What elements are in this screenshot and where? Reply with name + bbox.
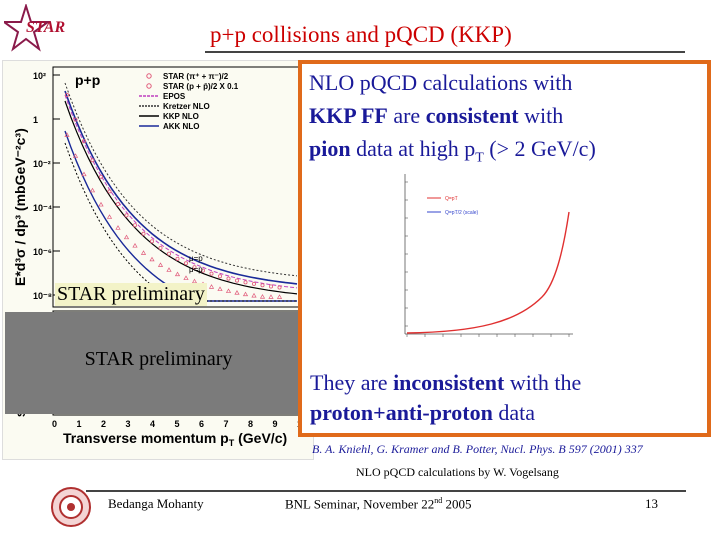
x-tick-labels <box>52 419 307 429</box>
incons-line2: data <box>492 400 536 425</box>
proton-point <box>210 285 214 289</box>
proton-point <box>278 295 282 299</box>
proton-antiproton-text: proton+anti-proton <box>310 400 493 425</box>
legend-label: EPOS <box>163 92 186 101</box>
y-axis-top-label: E*d³σ / dp³ (mbGeV⁻²c³) <box>12 128 28 286</box>
institute-logo-icon <box>50 486 92 528</box>
x-tick-label: 0 <box>52 419 58 429</box>
proton-point <box>116 226 120 230</box>
kkp-ff-text: KKP FF <box>309 103 388 128</box>
proton-point <box>218 287 222 291</box>
nlo-with: with <box>518 103 564 128</box>
nlo-mid: are <box>387 103 426 128</box>
title-divider <box>205 51 685 53</box>
consistency-statement <box>309 66 704 174</box>
slide-title: p+p collisions and pQCD (KKP) <box>210 22 512 47</box>
inconsistency-statement <box>310 368 705 428</box>
pion-point <box>167 252 170 255</box>
footer-venue: BNL Seminar, November 22nd 2005 <box>285 496 472 512</box>
proton-point <box>150 257 154 261</box>
incons-pre: They are <box>310 370 394 395</box>
legend-label: AKK NLO <box>163 122 200 131</box>
theory-curve <box>65 131 297 301</box>
proton-point <box>235 291 239 295</box>
x-tick-label: 2 <box>101 419 107 429</box>
proton-point <box>244 292 248 296</box>
footer-divider <box>86 490 686 492</box>
legend-label: KKP NLO <box>163 112 199 121</box>
x-axis-label: Transverse momentum $p_T$ (GeV/c) <box>63 430 288 448</box>
inset-legend-2: Q=pT/2 (scale) <box>445 210 479 216</box>
pion-point <box>244 281 247 284</box>
panel-label: p+p <box>75 72 101 88</box>
legend-marker <box>147 74 151 78</box>
proton-point <box>261 295 265 299</box>
proton-point <box>184 276 188 280</box>
proton-point <box>176 272 180 276</box>
pion-text: pion <box>309 136 351 161</box>
x-tick-label: 5 <box>174 419 180 429</box>
pion-point <box>142 232 145 235</box>
pion-point <box>269 285 272 288</box>
consistent-text: consistent <box>425 103 519 128</box>
proton-point <box>82 172 86 176</box>
inconsistent-text: inconsistent <box>393 370 505 395</box>
star-logo <box>4 4 78 54</box>
footer-author: Bedanga Mohanty <box>108 496 204 511</box>
pion-point <box>159 246 162 249</box>
pion-point <box>227 277 230 280</box>
pion-point <box>91 159 94 162</box>
y-tick-labels <box>33 71 60 301</box>
x-tick-label: 3 <box>125 419 131 429</box>
proton-point <box>269 295 273 299</box>
y-tick-label: 10⁻⁶ <box>33 247 52 257</box>
ratio-cover-label: STAR preliminary <box>84 348 233 370</box>
legend <box>139 72 239 131</box>
proton-point <box>167 268 171 272</box>
x-tick-label: 6 <box>199 419 205 429</box>
pion-point <box>261 284 264 287</box>
nlo-end: (> 2 GeV/c) <box>483 136 596 161</box>
legend-label: STAR (p + p̄)/2 X 0.1 <box>163 82 239 91</box>
reference-citation: B. A. Kniehl, G. Kramer and B. Potter, Nucl. Phys. B 597 (2001) 337 <box>312 442 643 456</box>
proton-point <box>142 251 146 255</box>
legend-marker <box>147 84 151 88</box>
proton-point <box>227 289 231 293</box>
nlo-sub: T <box>475 150 484 166</box>
legend-label: Kretzer NLO <box>163 102 210 111</box>
proton-point <box>125 235 129 239</box>
x-tick-label: 4 <box>150 419 156 429</box>
pion-point <box>125 214 128 217</box>
pion-point <box>252 282 255 285</box>
y-tick-label: 10⁻⁴ <box>33 203 53 213</box>
inset-legend-1: Q=pT <box>445 196 458 202</box>
nlo-line1: NLO pQCD calculations with <box>309 70 573 95</box>
proton-point <box>252 294 256 298</box>
proton-point <box>99 203 103 207</box>
y-tick-label: 1 <box>33 115 39 125</box>
proton-point <box>133 244 137 248</box>
x-tick-label: 8 <box>248 419 254 429</box>
inset-plot <box>397 172 577 340</box>
calculation-credit: NLO pQCD calculations by W. Vogelsang <box>356 465 559 479</box>
theory-curve <box>65 143 297 301</box>
incons-post: with the <box>504 370 582 395</box>
scale-label-1: μ=p <box>189 254 203 263</box>
pion-point <box>150 240 153 243</box>
y-tick-label: 10⁻² <box>33 159 51 169</box>
pion-point <box>278 286 281 289</box>
pion-point <box>218 275 221 278</box>
scale-label-2: μ=p <box>189 265 203 274</box>
x-tick-label: 7 <box>223 419 229 429</box>
star-logo-text: STAR <box>26 19 66 36</box>
preliminary-label: STAR preliminary <box>57 283 205 305</box>
pion-point <box>210 272 213 275</box>
pion-point <box>133 224 136 227</box>
y-tick-label: 10⁻⁸ <box>33 291 53 301</box>
pion-point <box>176 257 179 260</box>
proton-point <box>108 215 112 219</box>
pion-point <box>235 279 238 282</box>
legend-label: STAR (π⁺ + π⁻)/2 <box>163 72 229 81</box>
nlo-tail: data at high p <box>350 136 476 161</box>
x-tick-label: 1 <box>76 419 82 429</box>
y-tick-label: 10² <box>33 71 47 81</box>
x-tick-label: 9 <box>272 419 278 429</box>
page-number: 13 <box>645 496 658 511</box>
proton-point <box>159 263 163 267</box>
proton-point <box>91 188 95 192</box>
pion-point <box>184 262 187 265</box>
pion-point <box>116 203 119 206</box>
inset-curve <box>407 212 569 333</box>
